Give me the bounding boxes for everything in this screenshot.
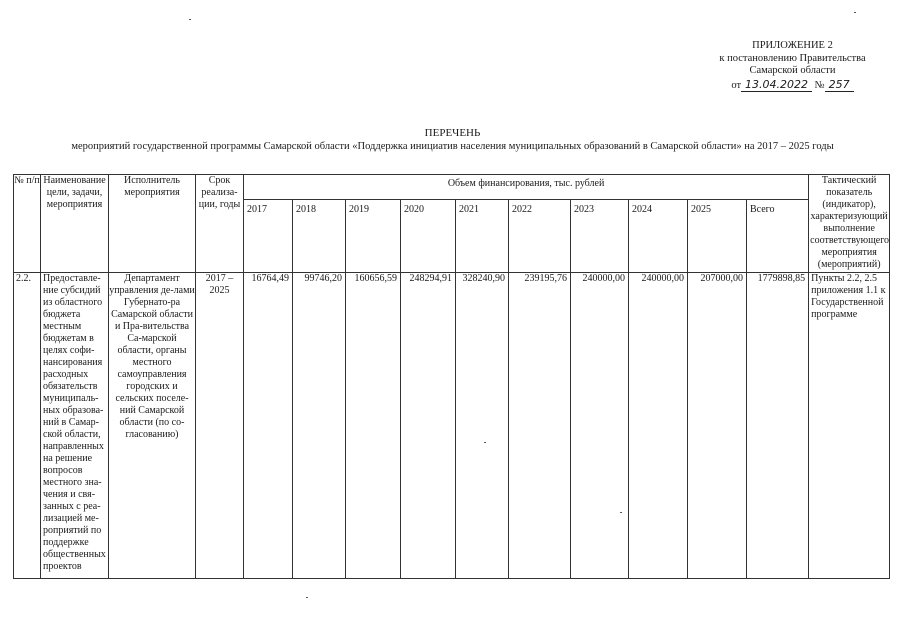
total-cell: 1779898,85 [747,273,809,579]
value-cell: 16764,49 [244,273,293,579]
appendix-line2: к постановлению Правительства [719,52,866,64]
scan-speck [484,442,486,443]
row-indicator: Пункты 2.2, 2.5 приложения 1.1 к Государственной программе [809,273,890,579]
year-header: 2017 [244,200,293,273]
scan-speck [620,512,622,513]
scan-speck [854,12,856,13]
row-term: 2017 – 2025 [196,273,244,579]
decree-line [731,79,853,93]
date-prefix: от [731,79,742,91]
header-num: № п/п [14,175,41,273]
table-row [14,273,890,579]
appendix-block [700,40,885,92]
year-header: 2023 [571,200,629,273]
header-executor: Исполнитель мероприятия [109,175,196,273]
value-cell: 160656,59 [346,273,401,579]
appendix-label: ПРИЛОЖЕНИЕ 2 [752,40,833,51]
header-indicator: Тактический показатель (индикатор), характеризующий выполнение соответствующего мероприятия (мероприятий) [809,175,890,273]
value-cell: 328240,90 [456,273,509,579]
header-term: Срок реализа-ции, годы [196,175,244,273]
row-executor: Департамент управления де-лами Губернато-ра Самарской области и Пра-вительства Са-марской области, органы местного самоуправления городских и сельских поселе-ний Самарской области (по со-гласованию) [109,273,196,579]
value-cell: 239195,76 [509,273,571,579]
appendix-line3: Самарской области [749,65,836,76]
value-cell: 207000,00 [688,273,747,579]
value-cell: 240000,00 [629,273,688,579]
handwritten-number: 257 [825,78,854,92]
row-num: 2.2. [14,273,41,579]
value-cell: 248294,91 [401,273,456,579]
year-header: 2024 [629,200,688,273]
year-header: 2020 [401,200,456,273]
measures-table [13,174,890,579]
year-header: 2019 [346,200,401,273]
document-subtitle: мероприятий государственной программы Самарской области «Поддержка инициатив населения муниципальных образований в Самарской области» на 2017 – 2025 годы [71,141,834,152]
document-title: ПЕРЕЧЕНЬ [424,127,481,139]
year-header: 2025 [688,200,747,273]
header-name: Наименование цели, задачи, мероприятия [41,175,109,273]
year-header: 2018 [293,200,346,273]
value-cell: 99746,20 [293,273,346,579]
total-header: Всего [747,200,809,273]
value-cell: 240000,00 [571,273,629,579]
year-header: 2021 [456,200,509,273]
header-funding: Объем финансирования, тыс. рублей [244,175,809,200]
measures-table-wrap [13,174,890,579]
handwritten-date: 13.04.2022 [741,78,812,92]
year-header: 2022 [509,200,571,273]
row-name: Предоставле-ние субсидий из областного бюджета местным бюджетам в целях софи-нансирования расходных обязательств муниципаль-ных образова-ний в Самар-ской области, направленных на решение вопросов местного зна-чения и свя-занных с реа-лизацией ме-роприятий по поддержке общественных проектов [41,273,109,579]
number-prefix: № [814,79,825,91]
scan-speck [189,19,191,20]
scan-speck [306,597,308,598]
